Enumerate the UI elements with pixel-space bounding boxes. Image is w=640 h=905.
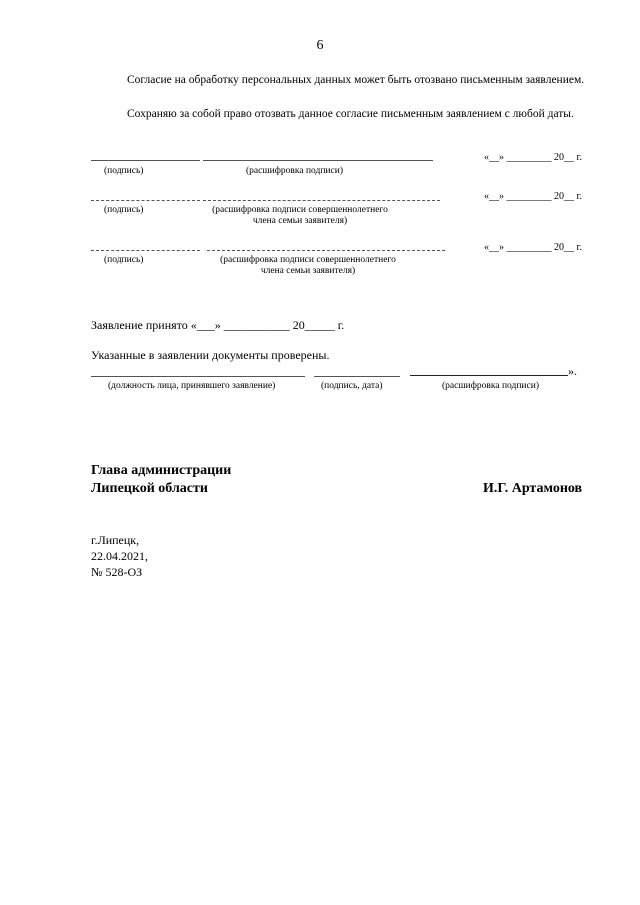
footer-law-number: № 528-ОЗ — [91, 565, 143, 579]
application-accepted-line: Заявление принято «___» ___________ 20_____ г. — [91, 318, 345, 332]
decode-label-line-2: члена семьи заявителя) — [252, 216, 348, 226]
date-placeholder: «__» _________ 20__ г. — [484, 191, 582, 202]
decode-label: (расшифровка подписи) — [442, 381, 539, 391]
signature-label: (подпись) — [104, 166, 144, 176]
signatory-title-line-2: Липецкой области — [91, 481, 208, 496]
decode-label-line-1: (расшифровка подписи совершеннолетнего — [212, 205, 388, 215]
decode-line — [410, 375, 568, 376]
signature-line — [91, 200, 200, 201]
date-placeholder: «__» _________ 20__ г. — [484, 242, 582, 253]
decode-line — [203, 160, 433, 161]
signature-line — [91, 250, 200, 251]
decode-line — [203, 200, 440, 201]
signatory-title-line-1: Глава администрации — [91, 463, 232, 478]
decode-line — [207, 250, 445, 251]
signature-label: (подпись) — [104, 255, 144, 265]
date-placeholder: «__» _________ 20__ г. — [484, 152, 582, 163]
position-label: (должность лица, принявшего заявление) — [108, 381, 276, 391]
footer-city: г.Липецк, — [91, 533, 140, 547]
signature-date-line — [314, 376, 400, 377]
page-number: 6 — [316, 38, 324, 53]
signatory-name: И.Г. Артамонов — [483, 481, 583, 496]
closing-quote: ». — [568, 364, 577, 378]
decode-label-line-1: (расшифровка подписи совершеннолетнего — [220, 255, 396, 265]
signature-date-label: (подпись, дата) — [321, 381, 383, 391]
consent-revocation-paragraph: Согласие на обработку персональных данных может быть отозвано письменным заявлением. — [127, 74, 585, 86]
decode-label-line-2: члена семьи заявителя) — [260, 266, 356, 276]
signature-line — [91, 160, 200, 161]
decode-label: (расшифровка подписи) — [246, 166, 343, 176]
signature-label: (подпись) — [104, 205, 144, 215]
right-to-revoke-paragraph: Сохраняю за собой право отозвать данное согласие письменным заявлением с любой даты. — [127, 108, 574, 120]
documents-checked-line: Указанные в заявлении документы проверены. — [91, 348, 330, 362]
position-line — [91, 376, 305, 377]
footer-date: 22.04.2021, — [91, 549, 148, 563]
